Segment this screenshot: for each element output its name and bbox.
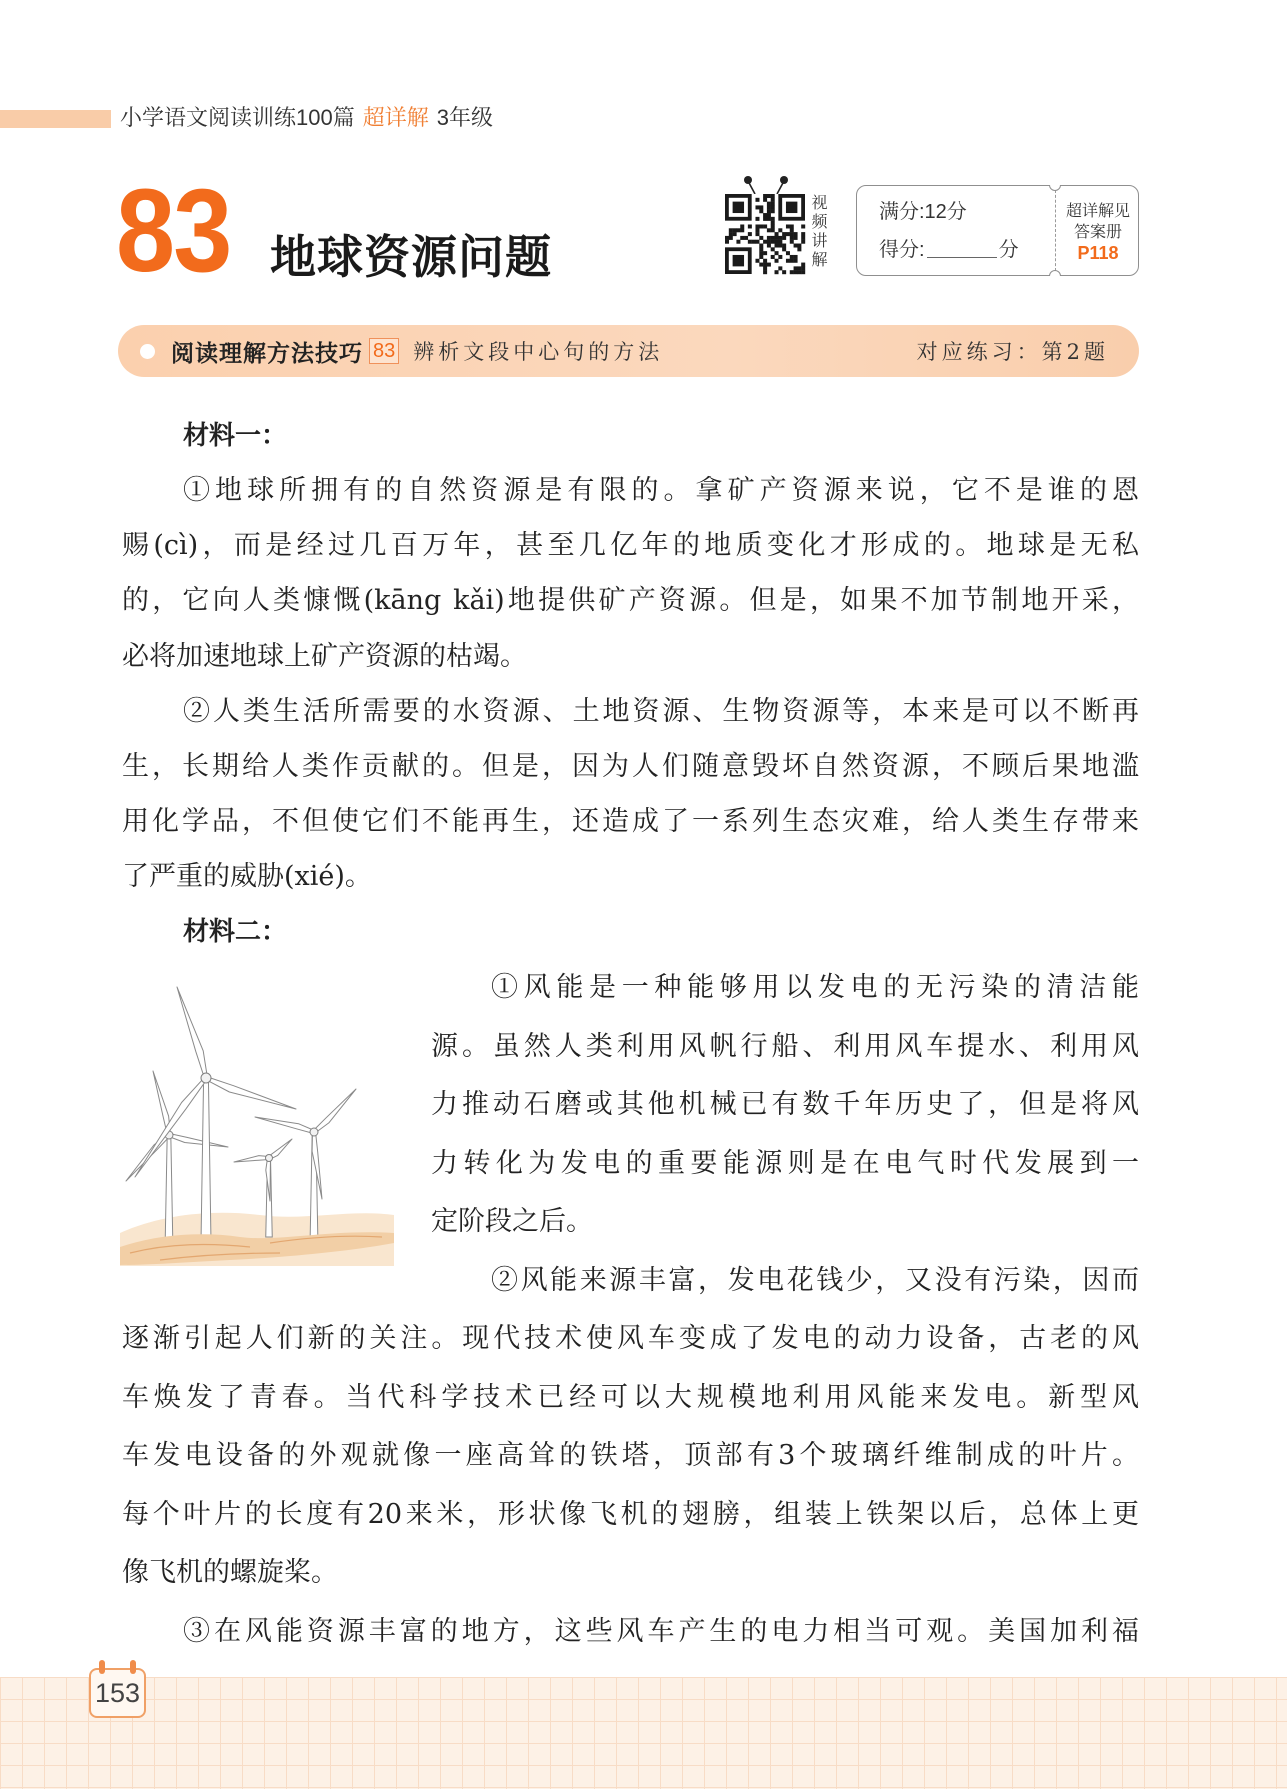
score-card-notch-bottom: [1049, 270, 1061, 282]
qr-module: [767, 209, 771, 213]
text-line: 像飞机的螺旋桨。: [122, 1557, 338, 1588]
qr-module: [771, 228, 775, 232]
qr-finder: [733, 255, 744, 266]
score-card-divider: [1055, 190, 1056, 271]
qr-module: [782, 270, 786, 274]
qr-module: [771, 224, 775, 228]
qr-module: [794, 232, 798, 236]
qr-module: [771, 198, 775, 202]
qr-module: [790, 224, 794, 228]
qr-module: [771, 240, 775, 244]
qr-module: [755, 259, 759, 263]
answer-note-line2: 答案册: [1073, 224, 1122, 241]
qr-module: [755, 232, 759, 236]
paragraph: [122, 1252, 1139, 1603]
qr-module: [794, 266, 798, 270]
qr-module: [786, 224, 790, 228]
qr-module: [778, 236, 782, 240]
qr-module: [778, 240, 782, 244]
qr-module: [767, 194, 771, 198]
text-line: ②风能来源丰富，发电花钱少，又没有污染，因而: [491, 1264, 1139, 1296]
qr-module: [771, 255, 775, 259]
qr-module: [759, 263, 763, 267]
qr-module: [786, 251, 790, 255]
text-line: 必将加速地球上矿产资源的枯竭。: [122, 640, 527, 672]
qr-module: [740, 228, 744, 232]
qr-module: [763, 266, 767, 270]
qr-module: [733, 232, 737, 236]
qr-module: [782, 236, 786, 240]
qr-module: [778, 255, 782, 259]
grade-label: 3年级: [436, 105, 493, 130]
text-line: 每个叶片的长度有20来米，形状像飞机的翅膀，组装上铁架以后，总体上更: [122, 1498, 1139, 1530]
edition-label: 超详解: [362, 105, 429, 130]
text-line: 车焕发了青春。当代科学技术已经可以大规模地利用风能来发电。新型风: [122, 1381, 1139, 1413]
qr-module: [790, 255, 794, 259]
qr-module: [755, 228, 759, 232]
qr-finder: [733, 202, 744, 213]
qr-module: [775, 259, 779, 263]
material-1-heading: 材料一：: [183, 420, 288, 450]
qr-module: [767, 263, 771, 267]
qr-module: [748, 240, 752, 244]
qr-module: [763, 259, 767, 263]
qr-module: [755, 224, 759, 228]
lesson-title: 地球资源问题: [270, 231, 552, 283]
text-line: 源。虽然人类利用风帆行船、利用风车提水、利用风: [431, 1030, 1139, 1062]
material-2: [122, 959, 1139, 1661]
qr-module: [763, 194, 767, 198]
qr-module: [763, 270, 767, 274]
qr-module: [771, 202, 775, 206]
qr-module: [794, 270, 798, 274]
qr-module: [763, 240, 767, 244]
score-card-notch-top: [1049, 179, 1061, 191]
qr-module: [763, 263, 767, 267]
qr-module: [725, 236, 729, 240]
qr-module: [797, 270, 801, 274]
text-line: ①风能是一种能够用以发电的无污染的清洁能: [491, 972, 1139, 1003]
paragraph: [122, 684, 1139, 905]
text-line: 的，它向人类慷慨(kāng kǎi)地提供矿产资源。但是，如果不加节制地开采，: [122, 585, 1139, 617]
qr-module: [763, 224, 767, 228]
qr-module: [801, 266, 805, 270]
bullet-dot-icon: [140, 344, 155, 359]
paragraph: [122, 463, 1139, 684]
qr-module: [729, 228, 733, 232]
qr-module: [736, 240, 740, 244]
qr-module: [786, 232, 790, 236]
qr-finder: [786, 202, 797, 213]
qr-module: [790, 240, 794, 244]
qr-module: [801, 270, 805, 274]
qr-module: [782, 244, 786, 248]
antenna-ball-left: [744, 176, 752, 184]
qr-module: [771, 209, 775, 213]
qr-module: [786, 259, 790, 263]
qr-module: [778, 266, 782, 270]
calendar-ring-right-icon: [130, 1660, 136, 1674]
qr-module: [729, 232, 733, 236]
qr-module: [790, 228, 794, 232]
qr-module: [748, 224, 752, 228]
qr-module: [801, 224, 805, 228]
qr-module: [740, 224, 744, 228]
text-line: 定阶段之后。: [431, 1206, 593, 1237]
text-line: ②人类生活所需要的水资源、土地资源、生物资源等，本来是可以不断再: [183, 695, 1139, 727]
calendar-ring-left-icon: [99, 1660, 105, 1674]
text-line: 力转化为发电的重要能源则是在电气时代发展到一: [431, 1147, 1139, 1179]
page-number: 153: [89, 1668, 146, 1718]
qr-module: [763, 217, 767, 221]
qr-module: [755, 205, 759, 209]
qr-module: [740, 236, 744, 240]
qr-module: [759, 224, 763, 228]
qr-module: [797, 266, 801, 270]
score-card: [856, 185, 1139, 276]
qr-module: [755, 217, 759, 221]
qr-module: [763, 213, 767, 217]
footer-grid: [0, 1677, 1287, 1789]
material-1: [122, 463, 1139, 905]
qr-module: [797, 247, 801, 251]
text-line: 力推动石磨或其他机械已有数千年历史了，但是将风: [431, 1089, 1139, 1120]
qr-module: [775, 240, 779, 244]
score-blank: [927, 237, 997, 258]
qr-module: [759, 236, 763, 240]
qr-module: [744, 236, 748, 240]
qr-module: [771, 236, 775, 240]
qr-module: [759, 251, 763, 255]
header-accent-bar: [0, 110, 111, 128]
qr-module: [755, 240, 759, 244]
qr-module: [759, 247, 763, 251]
qr-module: [763, 251, 767, 255]
qr-module: [801, 232, 805, 236]
qr-module: [790, 236, 794, 240]
qr-module: [725, 240, 729, 244]
text-line: 赐(cì)，而是经过几百万年，甚至几亿年的地质变化才形成的。地球是无私: [122, 530, 1139, 562]
qr-module: [752, 240, 756, 244]
qr-module: [755, 198, 759, 202]
skill-method: 辨析文段中心句的方法: [413, 340, 664, 364]
qr-module: [759, 255, 763, 259]
qr-module: [771, 247, 775, 251]
qr-module: [794, 255, 798, 259]
qr-module: [767, 213, 771, 217]
qr-module: [790, 259, 794, 263]
qr-module: [748, 232, 752, 236]
answer-page: P118: [1077, 243, 1119, 263]
qr-module: [797, 244, 801, 248]
qr-module: [801, 236, 805, 240]
qr-module: [767, 202, 771, 206]
qr-module: [759, 244, 763, 248]
qr-module: [767, 217, 771, 221]
qr-module: [767, 244, 771, 248]
qr-module: [775, 244, 779, 248]
text-line: 车发电设备的外观就像一座高耸的铁塔，顶部有3个玻璃纤维制成的叶片。: [122, 1440, 1139, 1471]
qr-module: [767, 228, 771, 232]
answer-note-line1: 超详解见: [1065, 203, 1130, 220]
book-title: 小学语文阅读训练100篇: [120, 105, 355, 130]
text-line: 生，长期给人类作贡献的。但是，因为人们随意毁坏自然资源，不顾后果地滥: [122, 750, 1139, 782]
qr-module: [771, 205, 775, 209]
qr-module: [759, 209, 763, 213]
material-2-heading: 材料二：: [183, 916, 288, 946]
qr-module: [775, 232, 779, 236]
score-unit: 分: [998, 239, 1019, 261]
qr-code-icon: [725, 172, 807, 276]
paragraph: [122, 1603, 1139, 1662]
qr-module: [782, 247, 786, 251]
text-line: 用化学品，不但使它们不能再生，还造成了一系列生态灾难，给人类生存带来: [122, 806, 1139, 838]
qr-module: [775, 251, 779, 255]
series-header: [120, 103, 493, 133]
qr-module: [729, 236, 733, 240]
qr-module: [759, 205, 763, 209]
qr-module: [794, 259, 798, 263]
qr-module: [775, 270, 779, 274]
lesson-number: 83: [116, 165, 231, 297]
antenna-ball-right: [780, 176, 788, 184]
video-explanation-label: 视频讲解: [809, 194, 826, 270]
qr-module: [763, 198, 767, 202]
qr-module: [767, 240, 771, 244]
qr-module: [790, 270, 794, 274]
text-line: 逐渐引起人们新的关注。现代技术使风车变成了发电的动力设备，古老的风: [122, 1323, 1139, 1354]
qr-module: [775, 236, 779, 240]
paragraph: [122, 959, 1139, 1252]
skill-number: 83: [369, 338, 399, 364]
qr-module: [801, 263, 805, 267]
qr-module: [767, 205, 771, 209]
qr-module: [733, 228, 737, 232]
qr-module: [771, 221, 775, 225]
score-line: [879, 236, 1019, 264]
qr-module: [771, 194, 775, 198]
skill-label: 阅读理解方法技巧: [171, 339, 363, 366]
qr-module: [767, 236, 771, 240]
practice-reference: 对应练习：第2题: [916, 340, 1109, 364]
qr-module: [778, 228, 782, 232]
text-line: 了严重的威胁(xié)。: [122, 861, 372, 893]
qr-module: [801, 240, 805, 244]
text-line: ①地球所拥有的自然资源是有限的。拿矿产资源来说，它不是谁的恩: [183, 475, 1139, 506]
qr-module: [771, 217, 775, 221]
full-marks: 满分:12分: [879, 201, 967, 223]
text-line: ③在风能资源丰富的地方，这些风车产生的电力相当可观。美国加利福: [183, 1615, 1139, 1647]
score-label: 得分:: [879, 239, 925, 261]
qr-module: [736, 228, 740, 232]
qr-module: [778, 244, 782, 248]
qr-module: [794, 244, 798, 248]
answer-reference: [1057, 201, 1139, 264]
qr-module: [794, 236, 798, 240]
qr-module: [790, 232, 794, 236]
skill-banner: [118, 325, 1139, 377]
qr-module: [782, 232, 786, 236]
